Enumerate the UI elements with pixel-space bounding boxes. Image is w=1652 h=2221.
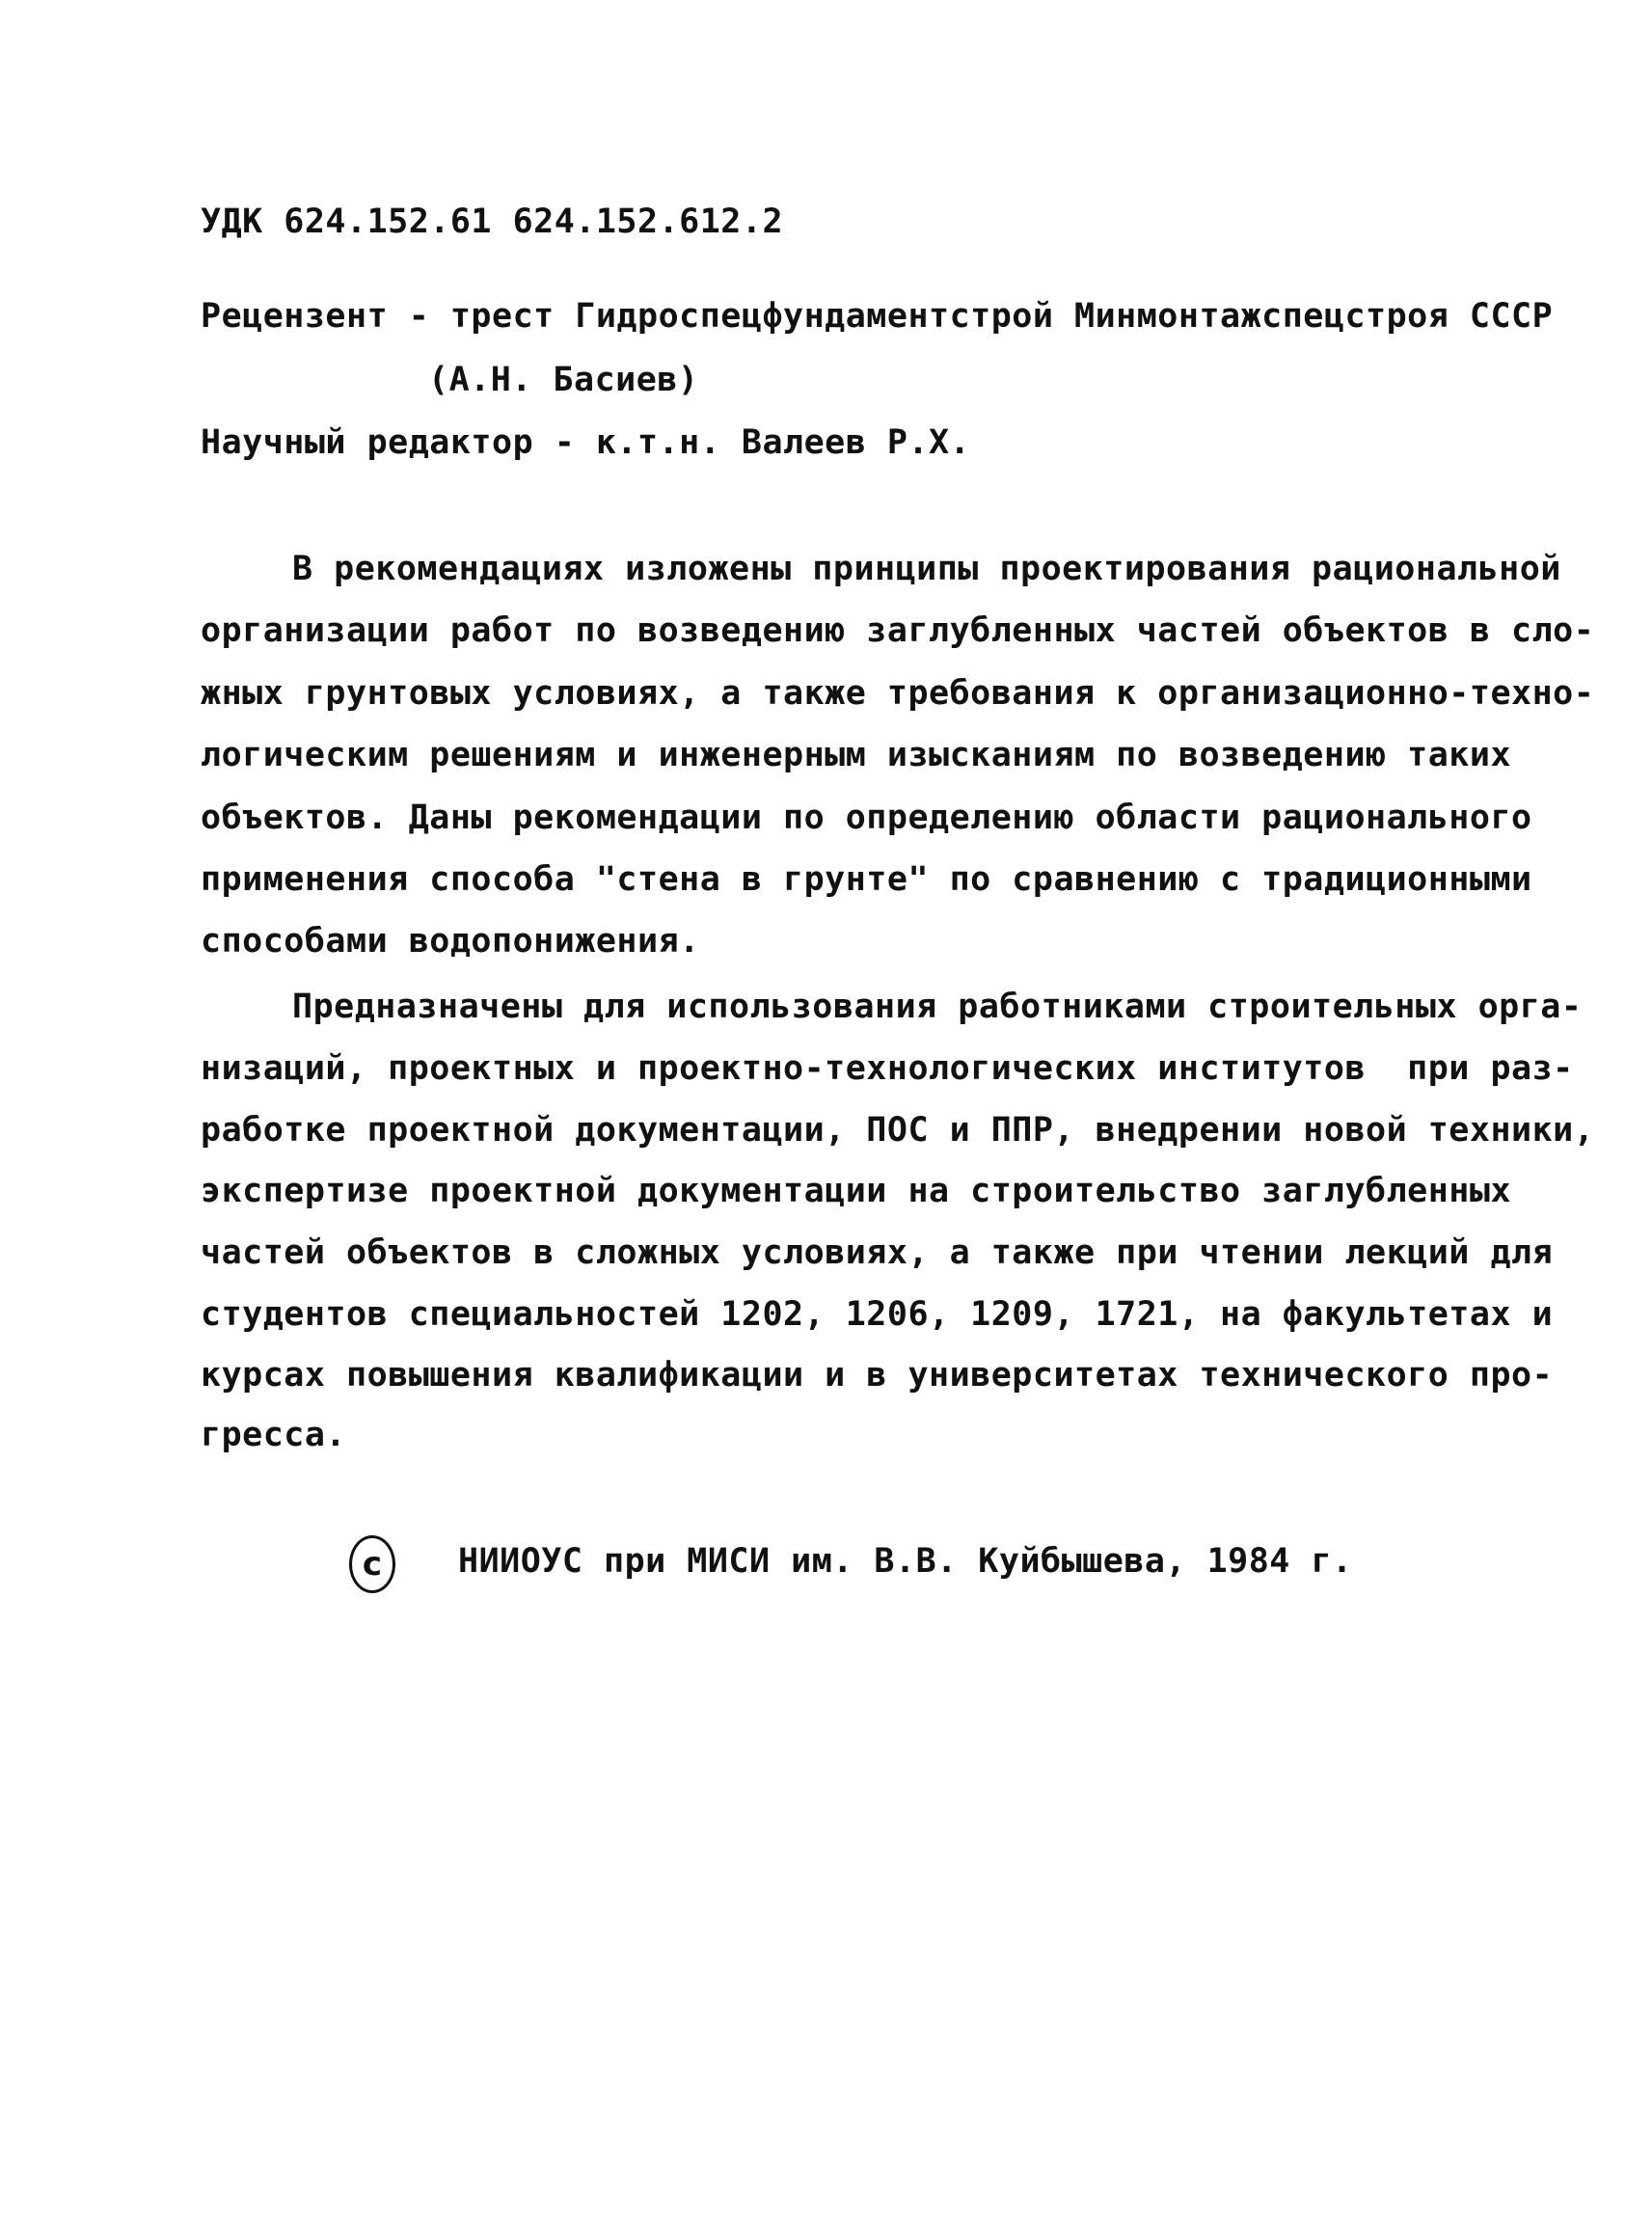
paragraph-2-line-4: экспертизе проектной документации на строительство заглубленных <box>201 1172 1512 1210</box>
publisher-line: НИИОУС при МИСИ им. В.В. Куйбышева, 1984 г. <box>458 1542 1353 1581</box>
paragraph-1-line-6: применения способа "стена в грунте" по сравнению с традиционными <box>201 860 1532 899</box>
reviewer-line: Рецензент - трест Гидроспецфундаментстрой Минмонтажспецстроя СССР <box>201 297 1554 336</box>
paragraph-1-line-4: логическим решениям и инженерным изысканиям по возведению таких <box>201 736 1512 774</box>
paragraph-2-line-8: гресса. <box>201 1416 347 1454</box>
paragraph-2-line-2: низаций, проектных и проектно-технологических институтов при раз- <box>201 1049 1574 1088</box>
paragraph-2-line-1: Предназначены для использования работниками строительных орга- <box>292 988 1583 1026</box>
paragraph-2-line-3: работке проектной документации, ПОС и ППР, внедрении новой техники, <box>201 1111 1595 1150</box>
paragraph-1-line-7: способами водопонижения. <box>201 922 700 961</box>
scientific-editor: Научный редактор - к.т.н. Валеев Р.Х. <box>201 423 971 462</box>
paragraph-1-line-5: объектов. Даны рекомендации по определению области рационального <box>201 799 1532 837</box>
paragraph-2-line-7: курсах повышения квалификации и в университетах технического про- <box>201 1356 1554 1395</box>
copyright-icon: c <box>349 1535 395 1593</box>
udk-code: УДК 624.152.61 624.152.612.2 <box>201 203 784 241</box>
paragraph-2-line-6: студентов специальностей 1202, 1206, 1209, 1721, на факультетах и <box>201 1295 1554 1334</box>
paragraph-2-line-5: частей объектов в сложных условиях, а также при чтении лекций для <box>201 1233 1554 1272</box>
paragraph-1-line-2: организации работ по возведению заглубленных частей объектов в сло- <box>201 611 1595 650</box>
paragraph-1-line-3: жных грунтовых условиях, а также требования к организационно-техно- <box>201 674 1595 713</box>
paragraph-1-line-1: В рекомендациях изложены принципы проектирования рациональной <box>292 550 1561 588</box>
reviewer-name: (А.Н. Басиев) <box>428 361 699 399</box>
